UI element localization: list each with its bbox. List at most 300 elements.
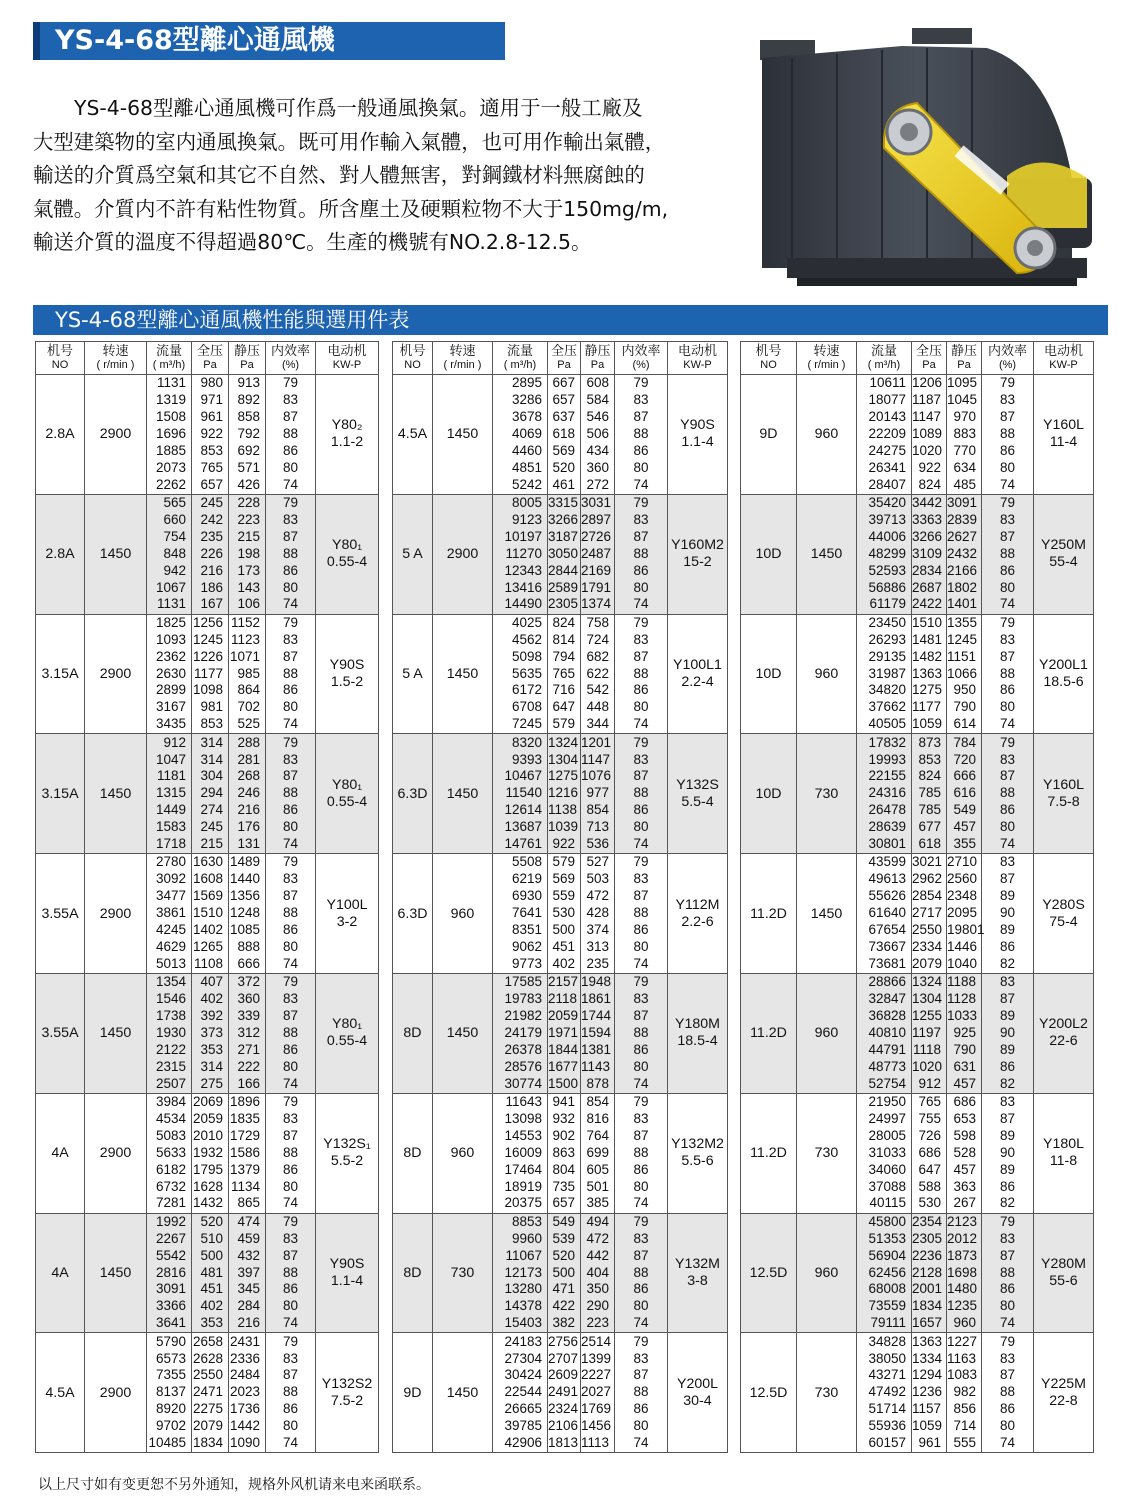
cell-motor xyxy=(1034,734,1094,854)
table-row xyxy=(36,734,379,854)
col-header-flow xyxy=(147,342,192,375)
value-flow: 5242 xyxy=(511,476,542,492)
value-total-pressure: 569 xyxy=(552,442,575,458)
col-header-unit: ( m³/h) xyxy=(867,359,901,371)
cell-machine-no: 4A xyxy=(36,1093,85,1213)
value-static-pressure: 268 xyxy=(237,768,260,784)
motor-spec-line: Y80₁ xyxy=(331,776,363,793)
value-total-pressure: 1226 xyxy=(192,648,223,664)
value-total-pressure: 853 xyxy=(200,442,223,458)
value-static-pressure: 2560 xyxy=(947,871,978,887)
value-flow: 26341 xyxy=(868,459,906,475)
value-static-pressure: 1446 xyxy=(947,938,978,954)
cell-total-pressure xyxy=(192,614,229,734)
value-flow: 61640 xyxy=(868,905,906,921)
value-total-pressure: 853 xyxy=(918,751,941,767)
value-static-pressure: 883 xyxy=(953,425,976,441)
value-flow: 1508 xyxy=(155,409,186,425)
value-efficiency: 87 xyxy=(282,888,299,904)
cell-total-pressure xyxy=(548,1093,581,1213)
value-static-pressure: 360 xyxy=(237,991,260,1007)
value-efficiency: 88 xyxy=(633,1264,649,1280)
value-total-pressure: 451 xyxy=(200,1281,223,1297)
value-flow: 1131 xyxy=(156,375,186,391)
cell-motor xyxy=(668,375,728,495)
motor-spec-line: Y80₁ xyxy=(331,1016,363,1033)
value-total-pressure: 539 xyxy=(552,1230,575,1246)
value-efficiency: 83 xyxy=(282,991,299,1007)
value-total-pressure: 2717 xyxy=(912,905,943,921)
value-total-pressure: 2118 xyxy=(548,991,578,1007)
cell-total-pressure xyxy=(548,1333,581,1453)
intro-line: YS-4-68型離心通風機可作爲一般通風換氣。適用于一般工廠及 xyxy=(74,96,643,120)
col-header-label: 转速 xyxy=(102,343,129,358)
value-total-pressure: 1206 xyxy=(912,375,943,391)
motor-spec-line: 18.5-6 xyxy=(1043,673,1084,690)
value-total-pressure: 902 xyxy=(552,1127,575,1143)
value-total-pressure: 245 xyxy=(200,819,223,835)
value-flow: 1093 xyxy=(155,631,186,647)
value-flow: 26293 xyxy=(868,631,906,647)
cell-motor xyxy=(668,734,728,854)
cell-machine-no: 4.5A xyxy=(393,375,433,495)
cell-efficiency xyxy=(266,494,316,614)
value-total-pressure: 1059 xyxy=(912,1418,943,1434)
value-total-pressure: 765 xyxy=(200,459,223,475)
value-flow: 35420 xyxy=(868,495,906,511)
value-efficiency: 87 xyxy=(282,648,299,664)
value-total-pressure: 549 xyxy=(552,1213,575,1229)
cell-machine-no: 9D xyxy=(393,1333,433,1453)
intro-line: 大型建築物的室内通風換氣。既可用作輸入氣體，也可用作輸出氣體， xyxy=(33,129,666,154)
value-flow: 37662 xyxy=(868,699,906,715)
value-efficiency: 74 xyxy=(633,836,649,852)
value-efficiency: 87 xyxy=(999,991,1016,1007)
cell-total-pressure xyxy=(548,614,581,734)
table-row xyxy=(741,734,1094,854)
value-flow: 51353 xyxy=(868,1230,906,1246)
motor-spec-line: 11-4 xyxy=(1049,434,1078,451)
value-flow: 4534 xyxy=(155,1110,186,1126)
value-static-pressure: 3091 xyxy=(947,495,978,511)
table-row xyxy=(741,1093,1094,1213)
value-total-pressure: 373 xyxy=(200,1024,223,1040)
col-header-label: 全压 xyxy=(915,343,942,358)
value-flow: 26378 xyxy=(504,1041,542,1057)
cell-efficiency xyxy=(982,1213,1034,1333)
value-total-pressure: 304 xyxy=(200,768,223,784)
value-static-pressure: 528 xyxy=(953,1144,976,1160)
value-static-pressure: 686 xyxy=(953,1094,976,1110)
value-total-pressure: 1177 xyxy=(193,665,223,681)
value-flow: 3167 xyxy=(155,699,186,715)
value-total-pressure: 3363 xyxy=(912,511,943,527)
motor-spec-line: Y280M xyxy=(1041,1255,1086,1272)
value-flow: 11540 xyxy=(505,785,542,801)
value-static-pressure: 131 xyxy=(237,836,260,852)
value-total-pressure: 1482 xyxy=(912,648,943,664)
cell-machine-no: 10D xyxy=(741,734,797,854)
value-efficiency: 83 xyxy=(282,751,299,767)
value-static-pressure: 571 xyxy=(237,459,260,475)
col-header-label: 转速 xyxy=(813,343,840,358)
value-flow: 56886 xyxy=(868,579,906,595)
value-flow: 3286 xyxy=(511,392,542,408)
value-static-pressure: 1480 xyxy=(947,1281,978,1297)
value-static-pressure: 720 xyxy=(953,751,976,767)
value-flow: 55626 xyxy=(868,888,906,904)
value-flow: 8351 xyxy=(511,922,542,938)
value-flow: 24179 xyxy=(504,1024,542,1040)
value-static-pressure: 288 xyxy=(237,734,260,750)
table-row xyxy=(36,375,379,495)
value-efficiency: 74 xyxy=(999,1315,1016,1331)
col-header-label: 电动机 xyxy=(327,343,367,358)
motor-spec-line: Y160L xyxy=(1042,417,1085,434)
value-total-pressure: 785 xyxy=(918,785,941,801)
value-static-pressure: 1356 xyxy=(229,888,260,904)
col-header-machine-no xyxy=(393,342,433,375)
value-flow: 1583 xyxy=(155,819,186,835)
col-header-unit: Pa xyxy=(590,359,605,371)
value-efficiency: 83 xyxy=(633,392,649,408)
value-total-pressure: 1834 xyxy=(912,1298,943,1314)
value-efficiency: 74 xyxy=(633,1315,649,1331)
value-flow: 2267 xyxy=(155,1230,186,1246)
value-efficiency: 88 xyxy=(999,665,1016,681)
value-flow: 56904 xyxy=(868,1247,906,1263)
value-flow: 16009 xyxy=(504,1144,542,1160)
value-static-pressure: 1085 xyxy=(229,922,260,938)
value-efficiency: 82 xyxy=(999,955,1016,971)
value-static-pressure: 605 xyxy=(586,1161,609,1177)
value-flow: 2073 xyxy=(155,459,186,475)
value-flow: 1930 xyxy=(155,1024,186,1040)
cell-speed: 1450 xyxy=(797,854,857,974)
value-static-pressure: 2726 xyxy=(581,528,612,544)
value-static-pressure: 598 xyxy=(953,1127,976,1143)
value-total-pressure: 407 xyxy=(200,974,223,990)
cell-motor xyxy=(316,1213,379,1333)
value-static-pressure: 1134 xyxy=(230,1178,260,1194)
value-efficiency: 79 xyxy=(282,375,299,391)
cell-motor xyxy=(316,494,379,614)
value-efficiency: 90 xyxy=(999,905,1016,921)
value-flow: 43271 xyxy=(868,1367,906,1383)
cell-flow xyxy=(147,854,192,974)
cell-motor xyxy=(316,1333,379,1453)
table-row xyxy=(741,1333,1094,1453)
value-flow: 3091 xyxy=(155,1281,186,1297)
value-total-pressure: 353 xyxy=(200,1041,223,1057)
motor-spec-line: Y80₂ xyxy=(331,417,363,434)
value-total-pressure: 912 xyxy=(918,1075,941,1091)
value-efficiency: 89 xyxy=(999,888,1016,904)
value-efficiency: 83 xyxy=(999,1350,1016,1366)
value-total-pressure: 824 xyxy=(918,476,941,492)
motor-spec-line: Y100L1 xyxy=(673,656,722,673)
motor-spec-line: Y160L xyxy=(1042,776,1085,793)
value-flow: 30424 xyxy=(504,1367,542,1383)
value-total-pressure: 1089 xyxy=(912,425,943,441)
cell-flow xyxy=(147,614,192,734)
value-static-pressure: 457 xyxy=(953,819,976,835)
value-total-pressure: 961 xyxy=(200,409,223,425)
value-static-pressure: 1769 xyxy=(581,1401,612,1417)
col-header-label: 电动机 xyxy=(1043,343,1083,358)
value-total-pressure: 1197 xyxy=(912,1024,942,1040)
value-flow: 11643 xyxy=(505,1094,542,1110)
value-total-pressure: 863 xyxy=(552,1144,575,1160)
value-total-pressure: 1256 xyxy=(192,614,223,630)
value-efficiency: 86 xyxy=(633,1281,649,1297)
value-flow: 37088 xyxy=(868,1178,906,1194)
col-header-speed xyxy=(797,342,857,375)
value-efficiency: 86 xyxy=(282,1281,299,1297)
cell-static-pressure xyxy=(229,1093,266,1213)
value-flow: 5098 xyxy=(511,648,542,664)
cell-motor xyxy=(1034,973,1094,1093)
value-static-pressure: 360 xyxy=(586,459,609,475)
cell-speed: 730 xyxy=(797,1333,857,1453)
value-static-pressure: 19801 xyxy=(947,922,985,938)
value-static-pressure: 215 xyxy=(237,528,260,544)
intro-line: 氣體。介質内不許有粘性物質。所含塵土及硬顆粒物不大于150mg/m, xyxy=(33,196,669,221)
performance-table-2 xyxy=(392,341,728,1453)
value-flow: 5633 xyxy=(155,1144,186,1160)
page-title: YS-4-68型離心通風機 xyxy=(55,25,335,56)
value-static-pressure: 106 xyxy=(237,596,260,612)
value-total-pressure: 686 xyxy=(918,1144,941,1160)
motor-spec-line: 5.5-6 xyxy=(681,1153,714,1170)
cell-static-pressure xyxy=(581,1093,615,1213)
cell-machine-no: 6.3D xyxy=(393,734,433,854)
value-efficiency: 79 xyxy=(633,974,649,990)
col-header-label: 机号 xyxy=(46,343,73,358)
value-efficiency: 87 xyxy=(282,1008,299,1024)
motor-spec-line: Y200L2 xyxy=(1039,1016,1088,1033)
cell-efficiency xyxy=(982,1333,1034,1453)
cell-static-pressure xyxy=(947,734,982,854)
motor-spec-line: 75-4 xyxy=(1049,913,1078,930)
value-static-pressure: 1066 xyxy=(947,665,978,681)
value-flow: 3435 xyxy=(155,716,186,732)
value-total-pressure: 1510 xyxy=(192,905,223,921)
value-static-pressure: 2166 xyxy=(947,562,978,578)
value-flow: 21982 xyxy=(504,1008,542,1024)
value-flow: 2315 xyxy=(155,1058,186,1074)
cell-total-pressure xyxy=(912,1333,947,1453)
cell-machine-no: 12.5D xyxy=(741,1213,797,1333)
value-static-pressure: 2839 xyxy=(947,511,978,527)
value-efficiency: 83 xyxy=(633,1350,649,1366)
value-static-pressure: 494 xyxy=(586,1213,609,1229)
cell-flow xyxy=(493,1093,548,1213)
value-flow: 67654 xyxy=(868,922,906,938)
cell-efficiency xyxy=(615,1333,668,1453)
value-efficiency: 88 xyxy=(999,545,1016,561)
value-flow: 4629 xyxy=(155,938,186,954)
value-total-pressure: 2844 xyxy=(548,562,579,578)
value-static-pressure: 397 xyxy=(237,1264,260,1280)
value-total-pressure: 2106 xyxy=(548,1418,579,1434)
col-header-unit: Pa xyxy=(240,359,254,371)
value-flow: 20375 xyxy=(504,1195,542,1211)
value-static-pressure: 374 xyxy=(586,922,609,938)
value-static-pressure: 1090 xyxy=(229,1435,260,1450)
value-static-pressure: 1123 xyxy=(230,631,260,647)
value-efficiency: 83 xyxy=(633,511,649,527)
value-flow: 13687 xyxy=(504,819,542,835)
cell-static-pressure xyxy=(229,1213,266,1333)
motor-spec-line: Y132M2 xyxy=(671,1136,724,1153)
value-efficiency: 74 xyxy=(633,1195,649,1211)
table-row xyxy=(393,854,728,974)
value-efficiency: 88 xyxy=(999,785,1016,801)
value-total-pressure: 530 xyxy=(552,905,575,921)
value-static-pressure: 1873 xyxy=(947,1247,978,1263)
value-total-pressure: 1304 xyxy=(548,751,579,767)
value-flow: 12173 xyxy=(504,1264,542,1280)
value-total-pressure: 3266 xyxy=(548,511,579,527)
cell-efficiency xyxy=(266,734,316,854)
value-total-pressure: 402 xyxy=(200,991,223,1007)
value-efficiency: 88 xyxy=(633,425,649,441)
value-static-pressure: 1594 xyxy=(581,1024,612,1040)
value-efficiency: 83 xyxy=(282,1230,299,1246)
value-static-pressure: 702 xyxy=(237,699,260,715)
value-static-pressure: 228 xyxy=(237,495,260,511)
value-efficiency: 88 xyxy=(633,1384,649,1400)
value-efficiency: 79 xyxy=(633,1094,649,1110)
value-efficiency: 87 xyxy=(633,1247,649,1263)
col-header-label: 机号 xyxy=(755,343,782,358)
value-total-pressure: 2079 xyxy=(912,955,943,971)
value-efficiency: 83 xyxy=(282,1110,299,1126)
value-efficiency: 80 xyxy=(282,1178,299,1194)
value-efficiency: 83 xyxy=(999,751,1016,767)
cell-total-pressure xyxy=(912,1213,947,1333)
cell-static-pressure xyxy=(947,973,982,1093)
value-efficiency: 88 xyxy=(999,425,1016,441)
title-bar xyxy=(33,22,505,60)
value-static-pressure: 666 xyxy=(237,955,260,971)
value-flow: 39785 xyxy=(504,1418,542,1434)
value-static-pressure: 472 xyxy=(586,1230,609,1246)
value-efficiency: 88 xyxy=(282,1144,299,1160)
motor-spec-line: Y200L xyxy=(676,1375,719,1392)
value-flow: 6708 xyxy=(511,699,542,715)
value-flow: 79111 xyxy=(870,1315,906,1331)
col-header-efficiency xyxy=(266,342,316,375)
col-header-unit: Pa xyxy=(957,359,971,371)
value-static-pressure: 878 xyxy=(586,1075,609,1091)
value-efficiency: 86 xyxy=(282,1041,299,1057)
value-efficiency: 86 xyxy=(633,922,649,938)
table-row xyxy=(36,494,379,614)
table-header-row xyxy=(741,342,1094,375)
value-efficiency: 82 xyxy=(999,1195,1016,1211)
value-total-pressure: 922 xyxy=(918,459,941,475)
value-static-pressure: 2348 xyxy=(947,888,978,904)
cell-machine-no: 3.15A xyxy=(36,734,85,854)
value-flow: 8320 xyxy=(511,734,542,750)
col-header-flow xyxy=(493,342,548,375)
value-flow: 1885 xyxy=(155,442,186,458)
value-total-pressure: 481 xyxy=(200,1264,223,1280)
value-static-pressure: 982 xyxy=(953,1384,976,1400)
value-flow: 4851 xyxy=(511,459,542,475)
value-efficiency: 80 xyxy=(633,938,649,954)
value-static-pressure: 2123 xyxy=(947,1213,978,1229)
value-efficiency: 79 xyxy=(633,1213,649,1229)
value-efficiency: 74 xyxy=(282,1435,299,1450)
col-header-speed xyxy=(85,342,147,375)
col-header-static-pressure xyxy=(581,342,615,375)
value-efficiency: 74 xyxy=(633,1075,649,1091)
value-static-pressure: 864 xyxy=(237,682,260,698)
cell-motor xyxy=(668,1213,728,1333)
value-flow: 2899 xyxy=(155,682,186,698)
motor-spec-line: 1.1-2 xyxy=(330,434,364,451)
value-flow: 20143 xyxy=(868,409,906,425)
value-efficiency: 83 xyxy=(282,1350,299,1366)
table-row xyxy=(393,614,728,734)
value-flow: 5790 xyxy=(155,1333,186,1349)
value-static-pressure: 549 xyxy=(953,802,976,818)
value-total-pressure: 1059 xyxy=(912,716,943,732)
value-total-pressure: 2059 xyxy=(548,1008,579,1024)
cell-static-pressure xyxy=(581,614,615,734)
cell-motor xyxy=(316,375,379,495)
cell-efficiency xyxy=(266,614,316,734)
value-flow: 1315 xyxy=(155,785,186,801)
value-flow: 2630 xyxy=(155,665,186,681)
value-flow: 61179 xyxy=(869,596,906,612)
table-row xyxy=(36,1333,379,1453)
col-header-unit: NO xyxy=(404,359,421,371)
cell-total-pressure xyxy=(912,854,947,974)
value-total-pressure: 1813 xyxy=(548,1435,579,1450)
value-flow: 660 xyxy=(163,511,186,527)
cell-flow xyxy=(857,614,912,734)
value-static-pressure: 235 xyxy=(586,955,609,971)
intro-line: 輸送的介質爲空氣和其它不自然、對人體無害，對鋼鐵材料無腐蝕的 xyxy=(33,163,645,187)
motor-spec-line: 2.2-6 xyxy=(681,913,714,930)
value-total-pressure: 1177 xyxy=(912,699,942,715)
value-total-pressure: 1216 xyxy=(548,785,579,801)
value-flow: 942 xyxy=(163,562,186,578)
value-total-pressure: 2001 xyxy=(912,1281,943,1297)
value-static-pressure: 271 xyxy=(237,1041,260,1057)
value-efficiency: 86 xyxy=(999,1178,1016,1194)
cell-speed: 960 xyxy=(797,973,857,1093)
value-static-pressure: 284 xyxy=(237,1298,260,1314)
value-flow: 1992 xyxy=(155,1213,186,1229)
value-total-pressure: 1098 xyxy=(192,682,223,698)
value-static-pressure: 858 xyxy=(237,409,260,425)
col-header-label: 流量 xyxy=(155,343,182,358)
value-total-pressure: 618 xyxy=(918,836,941,852)
cell-speed: 1450 xyxy=(433,1333,493,1453)
cell-speed: 730 xyxy=(797,1093,857,1213)
cell-speed: 960 xyxy=(797,375,857,495)
value-total-pressure: 1630 xyxy=(192,854,223,870)
cell-speed: 1450 xyxy=(85,734,147,854)
value-static-pressure: 790 xyxy=(953,1041,976,1057)
value-total-pressure: 814 xyxy=(552,631,575,647)
value-flow: 26665 xyxy=(504,1401,542,1417)
